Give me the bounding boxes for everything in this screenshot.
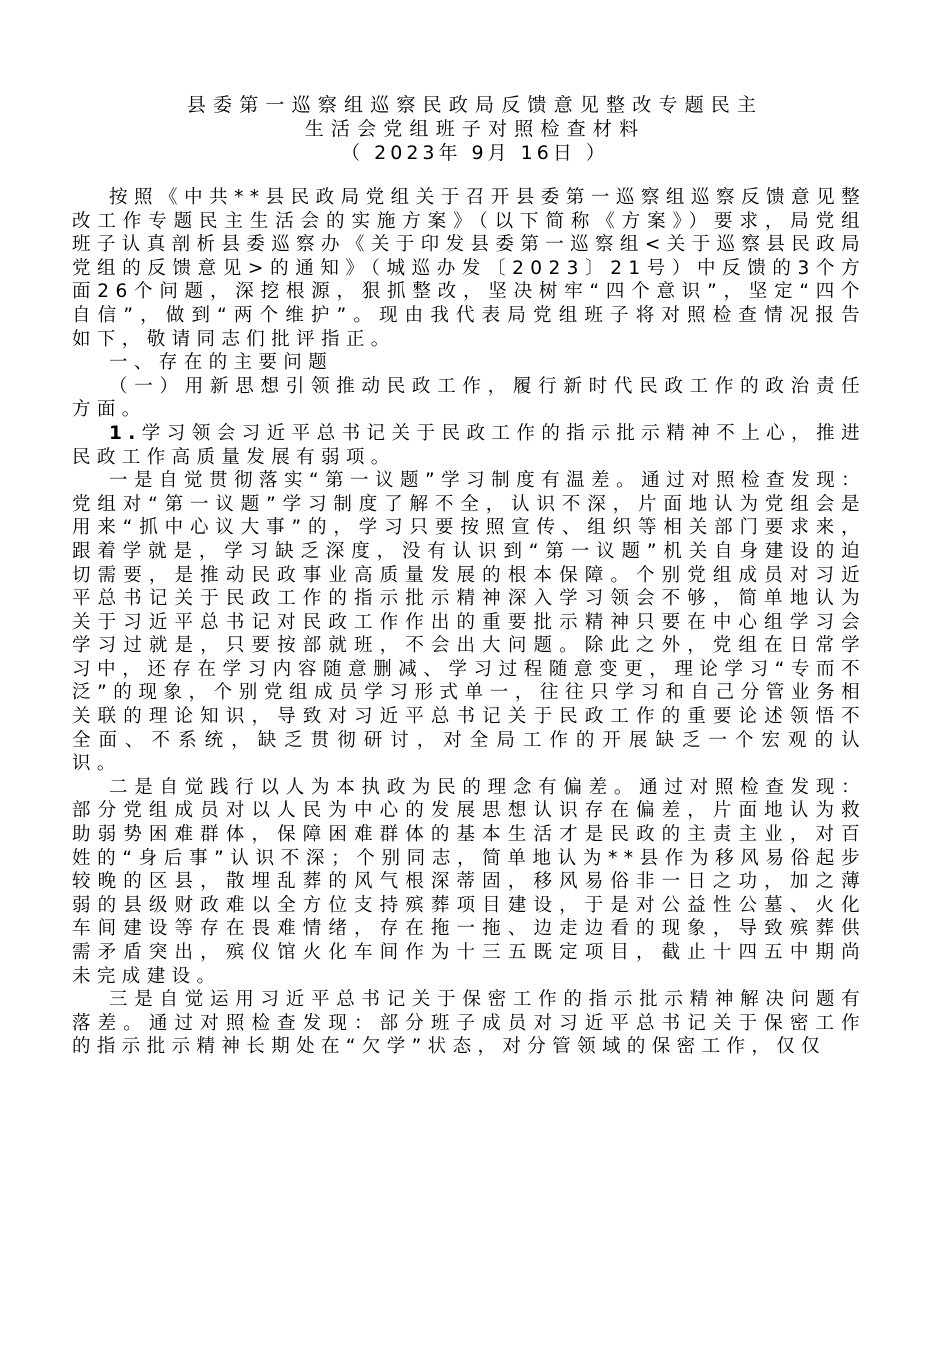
paragraph-first-point: 一是自觉贯彻落实“第一议题”学习制度有温差。通过对照检查发现：党组对“第一议题”学习制度了解不全，认识不深，片面地认为党组会是用来“抓中心议大事”的，学习只要按照宣传、组织等相关部门要求来，跟着学就是，学习缺乏深度，没有认识到“第一议题”机关自身建设的迫切需要，是推动民政事业高质量发展的根本保障。个别党组成员对习近平总书记关于民政工作的指示批示精神深入学习领会不够，简单地认为关于习近平总书记对民政工作作出的重要批示精神只要在中心组学习会学习过就是，只要按部就班，不会出大问题。除此之外，党组在日常学习中，还存在学习内容随意删减、学习过程随意变更，理论学习“专而不泛”的现象，个别党组成员学习形式单一，往往只学习和自己分管业务相关联的理论知识，导致对习近平总书记关于民政工作的重要论述领悟不全面、不系统，缺乏贯彻研讨，对全局工作的开展缺乏一个宏观的认识。 [72, 470, 866, 775]
intro-paragraph: 按照《中共**县民政局党组关于召开县委第一巡察组巡察反馈意见整改工作专题民主生活会的实施方案》（以下简称《方案》）要求，局党组班子认真剖析县委巡察办《关于印发县委第一巡察组<关于巡察县民政局党组的反馈意见>的通知》（城巡办发〔2023〕21号）中反馈的3个方面26个问题，深挖根源，狠抓整改，坚决树牢“四个意识”，坚定“四个自信”，做到“两个维护”。现由我代表局党组班子将对照检查情况报告如下，敬请同志们批评指正。 [72, 187, 866, 350]
document-title-block [60, 93, 890, 165]
document-title-line-2: 生活会党组班子对照检查材料 [304, 118, 646, 140]
document-body [72, 186, 866, 1059]
item-1-text: 学习领会习近平总书记关于民政工作的指示批示精神不上心，推进民政工作高质量发展有弱项。 [72, 422, 866, 468]
document-date: （ 2023年 9月 16日 ） [341, 142, 609, 164]
item-1-number: 1. [109, 422, 142, 444]
section-heading-1: 一、存在的主要问题 [109, 352, 334, 374]
document-title-line-1: 县委第一巡察组巡察民政局反馈意见整改专题民主 [186, 94, 764, 116]
item-1 [72, 422, 866, 469]
subsection-heading-1-1: （一）用新思想引领推动民政工作，履行新时代民政工作的政治责任方面。 [72, 375, 866, 421]
paragraph-third-point: 三是自觉运用习近平总书记关于保密工作的指示批示精神解决问题有落差。通过对照检查发现：部分班子成员对习近平总书记关于保密工作的指示批示精神长期处在“欠学”状态，对分管领域的保密工作，仅仅 [72, 989, 866, 1058]
paragraph-second-point: 二是自觉践行以人为本执政为民的理念有偏差。通过对照检查发现：部分党组成员对以人民为中心的发展思想认识存在偏差，片面地认为救助弱势困难群体，保障困难群体的基本生活才是民政的主责主业，对百姓的“身后事”认识不深；个别同志，简单地认为**县作为移风易俗起步较晚的区县，散埋乱葬的风气根深蒂固，移风易俗非一日之功，加之薄弱的县级财政难以全方位支持殡葬项目建设，于是对公益性公墓、火化车间建设等存在畏难情绪，存在拖一拖、边走边看的现象，导致殡葬供需矛盾突出，殡仪馆火化车间作为十三五既定项目，截止十四五中期尚未完成建设。 [72, 776, 866, 987]
